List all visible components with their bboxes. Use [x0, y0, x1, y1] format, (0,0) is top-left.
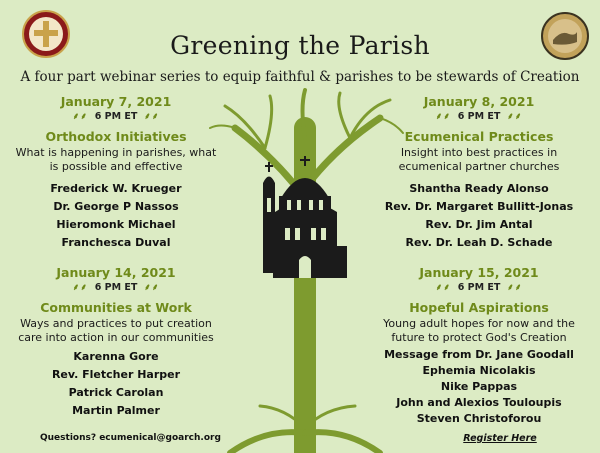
session-title: Communities at Work	[40, 300, 192, 315]
speaker: Shantha Ready Alonso	[409, 182, 549, 195]
session-time-row	[368, 281, 590, 295]
speaker: Ephemia Nicolakis	[422, 364, 536, 377]
session-time-row	[10, 110, 222, 124]
speaker: Rev. Dr. Margaret Bullitt-Jonas	[384, 200, 574, 213]
speaker: Message from Dr. Jane Goodall	[384, 348, 574, 361]
speaker: Patrick Carolan	[68, 386, 164, 399]
leaf-sprig-icon: ⸙⸙	[435, 283, 452, 293]
session-time-row	[10, 281, 222, 295]
session-title: Ecumenical Practices	[404, 129, 554, 144]
speaker: Hieromonk Michael	[56, 218, 176, 231]
speaker: Rev. Dr. Jim Antal	[425, 218, 533, 231]
session-time: 6 PM ET	[457, 111, 501, 122]
register-link[interactable]: Register Here	[463, 433, 537, 444]
leaf-sprig-icon: ⸙⸙	[143, 283, 160, 293]
session-time: 6 PM ET	[94, 111, 138, 122]
session-card	[368, 94, 590, 252]
questions-contact: Questions? ecumenical@goarch.org	[40, 433, 221, 443]
page-title: Greening the Parish	[170, 31, 430, 60]
session-description: Insight into best practices in ecumenical partner churches	[398, 146, 560, 173]
speaker: Dr. George P Nassos	[53, 200, 179, 213]
session-card	[10, 265, 222, 420]
session-date: January 8, 2021	[423, 94, 535, 109]
session-title: Orthodox Initiatives	[45, 129, 187, 144]
speaker: Karenna Gore	[73, 350, 159, 363]
session-date: January 15, 2021	[419, 265, 539, 280]
leaf-sprig-icon: ⸙⸙	[72, 112, 89, 122]
leaf-sprig-icon: ⸙⸙	[72, 283, 89, 293]
speaker: Steven Christoforou	[416, 412, 542, 425]
leaf-sprig-icon: ⸙⸙	[506, 112, 523, 122]
page-subtitle: A four part webinar series to equip faithful & parishes to be stewards of Creation	[20, 69, 580, 85]
session-date: January 14, 2021	[56, 265, 176, 280]
leaf-sprig-icon: ⸙⸙	[506, 283, 523, 293]
speaker: Nike Pappas	[440, 380, 518, 393]
speaker: Martin Palmer	[72, 404, 160, 417]
speaker: Rev. Fletcher Harper	[51, 368, 181, 381]
speaker: Frederick W. Krueger	[50, 182, 182, 195]
session-card	[10, 94, 222, 252]
session-time: 6 PM ET	[457, 282, 501, 293]
speaker: Rev. Dr. Leah D. Schade	[405, 236, 553, 249]
session-date: January 7, 2021	[60, 94, 172, 109]
session-description: What is happening in parishes, what is possible and effective	[15, 146, 217, 173]
session-card	[368, 265, 590, 427]
session-title: Hopeful Aspirations	[409, 300, 549, 315]
speaker: Franchesca Duval	[61, 236, 171, 249]
leaf-sprig-icon: ⸙⸙	[143, 112, 160, 122]
session-time: 6 PM ET	[94, 282, 138, 293]
speaker: John and Alexios Touloupis	[396, 396, 562, 409]
session-description: Ways and practices to put creation care into action in our communities	[18, 317, 214, 344]
leaf-sprig-icon: ⸙⸙	[435, 112, 452, 122]
session-description: Young adult hopes for now and the future to protect God's Creation	[383, 317, 575, 344]
session-time-row	[368, 110, 590, 124]
